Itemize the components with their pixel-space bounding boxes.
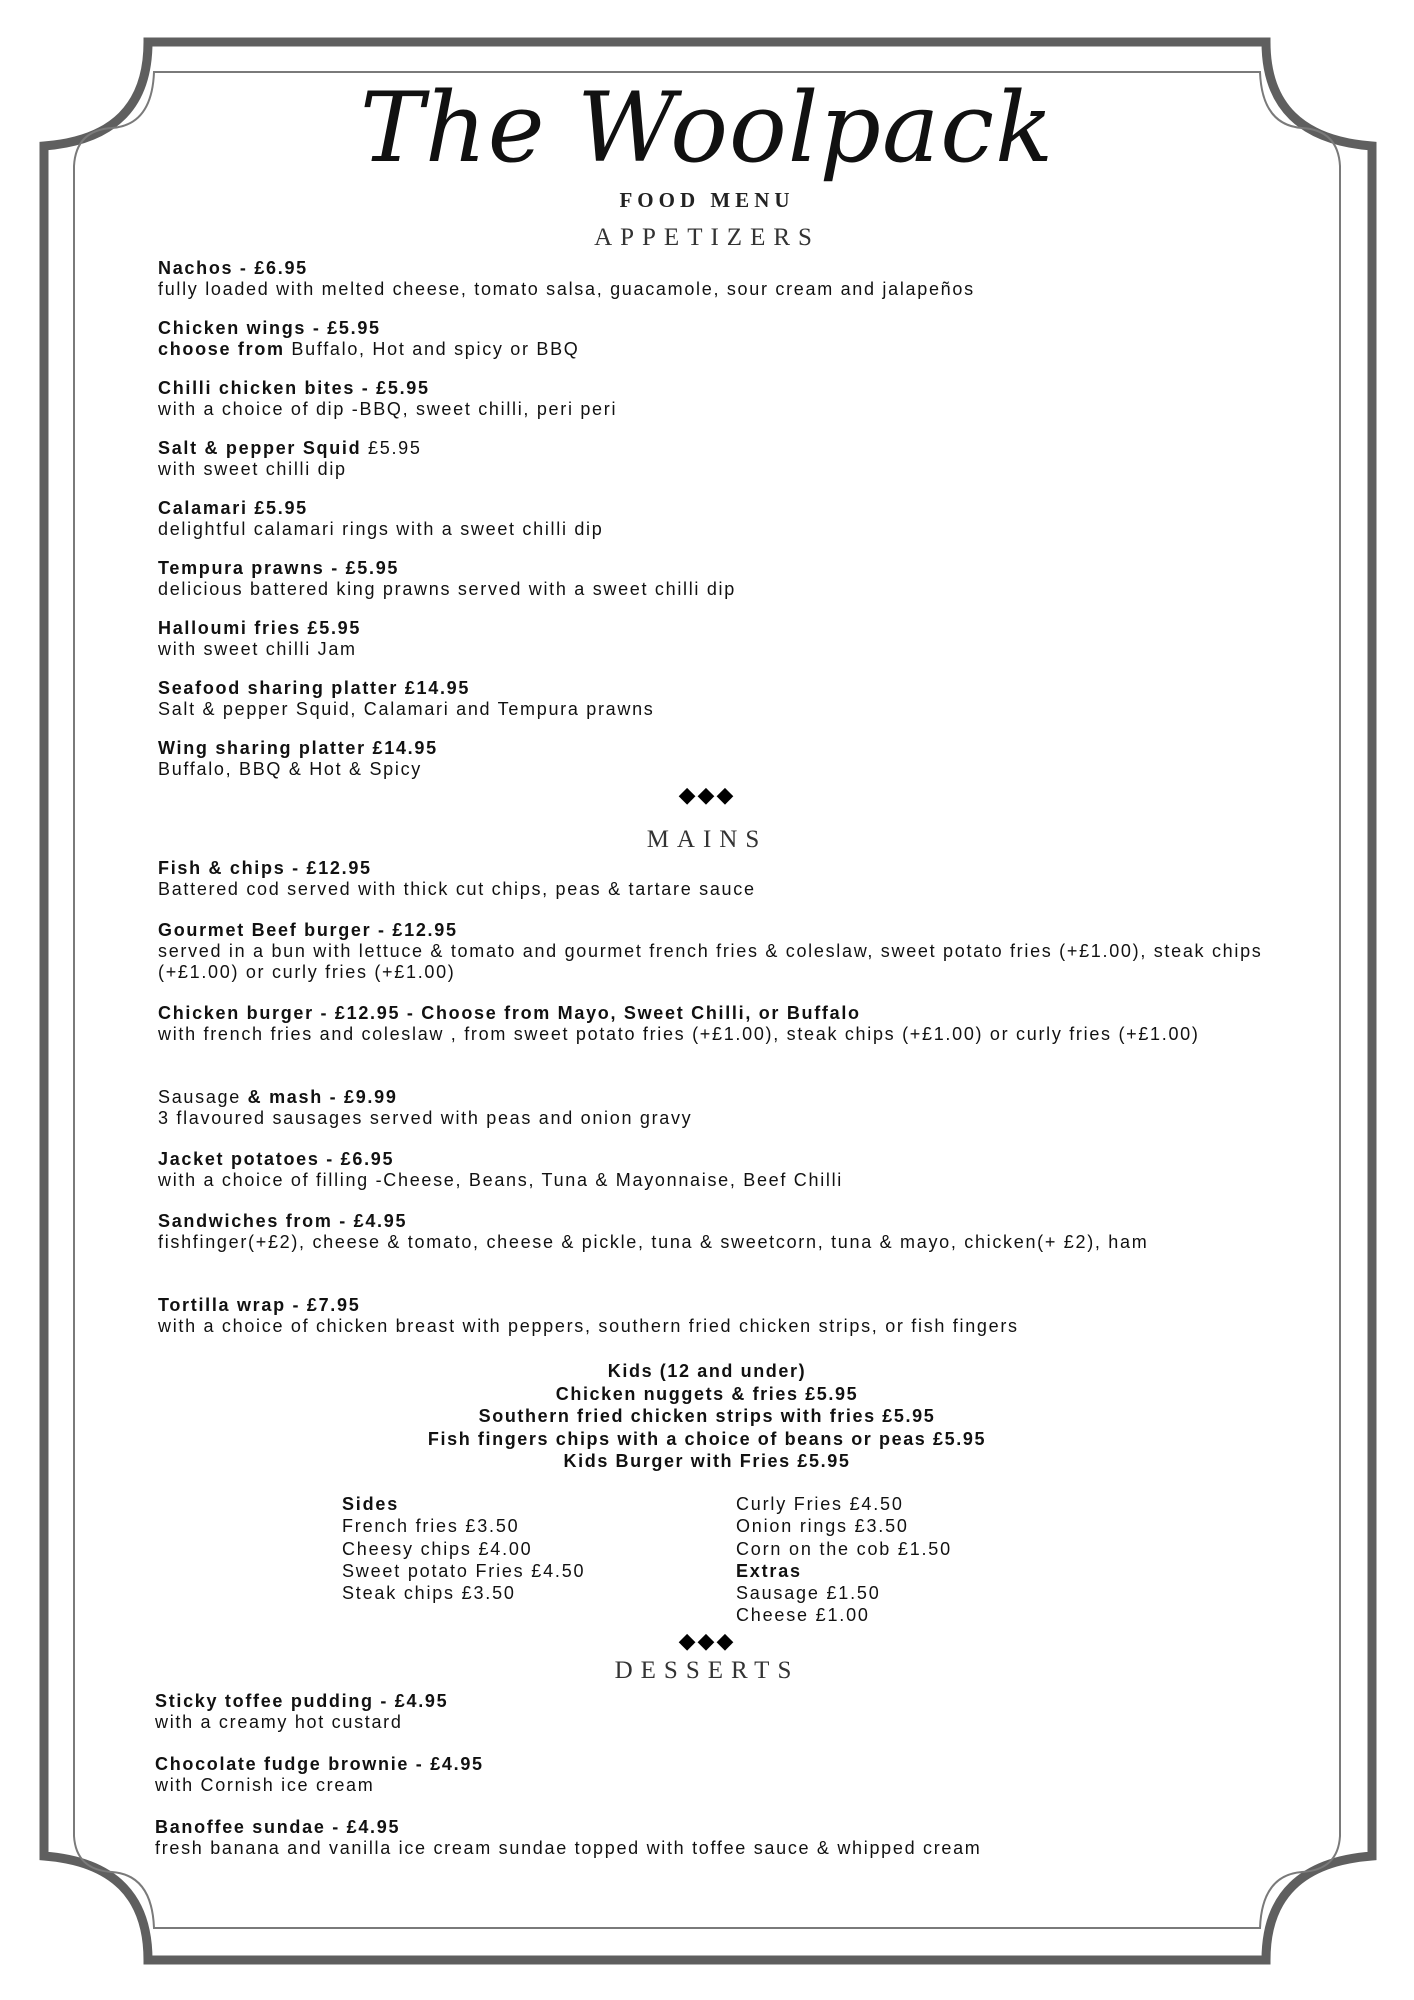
side-item: Corn on the cob £1.50 — [736, 1538, 952, 1559]
item-name: Calamari £5.95 — [158, 498, 308, 518]
item-price: £5.95 — [361, 438, 422, 458]
item-description: with a choice of dip -BBQ, sweet chilli, peri peri — [158, 399, 618, 419]
kids-menu — [0, 1360, 1414, 1473]
menu-item — [158, 378, 1278, 420]
item-name: Seafood sharing platter £14.95 — [158, 678, 471, 698]
menu-item — [158, 1003, 1278, 1045]
section-heading-mains: MAINS — [646, 826, 768, 853]
item-name: Chicken burger - £12.95 - Choose from Mayo, Sweet Chilli, or Buffalo — [158, 1003, 861, 1023]
item-description: served in a bun with lettuce & tomato and gourmet french fries & coleslaw, sweet potato fries (+£1.00), steak chips (+£1.00) or curly fries (+£1.00) — [158, 941, 1263, 982]
section-heading-desserts: DESSERTS — [614, 1657, 800, 1684]
item-name: & mash - £9.99 — [240, 1087, 398, 1107]
menu-item — [155, 1817, 1275, 1859]
sides-left-column — [342, 1493, 672, 1604]
menu-item — [158, 858, 1278, 900]
item-description: delicious battered king prawns served with a sweet chilli dip — [158, 579, 736, 599]
side-item: French fries £3.50 — [342, 1516, 520, 1537]
restaurant-name: The Woolpack — [359, 72, 1055, 184]
extra-item: Cheese £1.00 — [736, 1605, 870, 1626]
item-description: Battered cod served with thick cut chips, peas & tartare sauce — [158, 879, 756, 899]
side-item: Cheesy chips £4.00 — [342, 1538, 533, 1559]
menu-item — [158, 678, 1278, 720]
menu-item — [155, 1691, 1275, 1733]
menu-item — [158, 1149, 1278, 1191]
menu-subtitle: FOOD MENU — [619, 188, 795, 212]
diamond-divider: ◆◆◆ — [678, 1628, 736, 1653]
item-name: Gourmet Beef burger - £12.95 — [158, 920, 458, 940]
menu-item — [158, 1295, 1278, 1337]
menu-item — [158, 318, 1278, 360]
item-name: Chicken wings - £5.95 — [158, 318, 381, 338]
menu-item — [158, 738, 1278, 780]
item-description: Buffalo, BBQ & Hot & Spicy — [158, 759, 422, 779]
menu-item — [155, 1754, 1275, 1796]
section-heading-appetizers: APPETIZERS — [594, 224, 820, 251]
menu-item — [158, 438, 1278, 480]
menu-item — [158, 1211, 1278, 1253]
item-description: 3 flavoured sausages served with peas and onion gravy — [158, 1108, 693, 1128]
item-description-label: choose from — [158, 339, 285, 359]
item-name: Wing sharing platter £14.95 — [158, 738, 438, 758]
item-name-plain: Sausage — [158, 1087, 241, 1107]
menu-item — [158, 618, 1278, 660]
kids-heading: Kids (12 and under) — [607, 1361, 807, 1381]
item-name: Halloumi fries £5.95 — [158, 618, 362, 638]
item-name: Tempura prawns - £5.95 — [158, 558, 400, 578]
side-item: Steak chips £3.50 — [342, 1583, 516, 1604]
item-description: fishfinger(+£2), cheese & tomato, cheese & pickle, tuna & sweetcorn, tuna & mayo, chicken(+ £2), ham — [158, 1232, 1149, 1252]
item-description: fully loaded with melted cheese, tomato salsa, guacamole, sour cream and jalapeños — [158, 279, 975, 299]
item-description: Salt & pepper Squid, Calamari and Tempura prawns — [158, 699, 655, 719]
item-name: Jacket potatoes - £6.95 — [158, 1149, 395, 1169]
item-name: Sandwiches from - £4.95 — [158, 1211, 408, 1231]
item-description: with french fries and coleslaw , from sweet potato fries (+£1.00), steak chips (+£1.00) or curly fries (+£1.00) — [158, 1024, 1200, 1044]
item-name: Banoffee sundae - £4.95 — [155, 1817, 401, 1837]
menu-item — [158, 920, 1278, 983]
item-name: Fish & chips - £12.95 — [158, 858, 372, 878]
extras-heading: Extras — [736, 1560, 802, 1581]
item-description: with a choice of filling -Cheese, Beans, Tuna & Mayonnaise, Beef Chilli — [158, 1170, 844, 1190]
item-name: Tortilla wrap - £7.95 — [158, 1295, 361, 1315]
kids-item: Southern fried chicken strips with fries £5.95 — [478, 1406, 936, 1426]
item-description: with a creamy hot custard — [155, 1712, 403, 1732]
extra-item: Sausage £1.50 — [736, 1583, 881, 1604]
menu-item — [158, 558, 1278, 600]
sides-heading: Sides — [342, 1494, 400, 1514]
diamond-divider: ◆◆◆ — [678, 782, 736, 807]
menu-item — [158, 498, 1278, 540]
item-description: Buffalo, Hot and spicy or BBQ — [284, 339, 580, 359]
side-item: Curly Fries £4.50 — [736, 1494, 904, 1514]
item-description: delightful calamari rings with a sweet chilli dip — [158, 519, 604, 539]
item-description: fresh banana and vanilla ice cream sundae topped with toffee sauce & whipped cream — [155, 1838, 982, 1858]
item-name: Chocolate fudge brownie - £4.95 — [155, 1754, 484, 1774]
menu-item — [158, 258, 1278, 300]
sides-right-column — [736, 1493, 1066, 1627]
side-item: Onion rings £3.50 — [736, 1516, 909, 1537]
item-description: with sweet chilli Jam — [158, 639, 357, 659]
item-description: with sweet chilli dip — [158, 459, 347, 479]
kids-item: Chicken nuggets & fries £5.95 — [555, 1383, 859, 1404]
item-description: with a choice of chicken breast with peppers, southern fried chicken strips, or fish fingers — [158, 1316, 1019, 1336]
item-name: Chilli chicken bites - £5.95 — [158, 378, 430, 398]
side-item: Sweet potato Fries £4.50 — [342, 1560, 586, 1581]
item-name: Nachos - £6.95 — [158, 258, 308, 278]
kids-item: Kids Burger with Fries £5.95 — [563, 1451, 851, 1471]
item-name: Sticky toffee pudding - £4.95 — [155, 1691, 449, 1711]
item-name: Salt & pepper Squid — [158, 438, 362, 458]
item-description: with Cornish ice cream — [155, 1775, 375, 1795]
menu-item — [158, 1087, 1278, 1129]
kids-item: Fish fingers chips with a choice of beans or peas £5.95 — [427, 1428, 987, 1449]
